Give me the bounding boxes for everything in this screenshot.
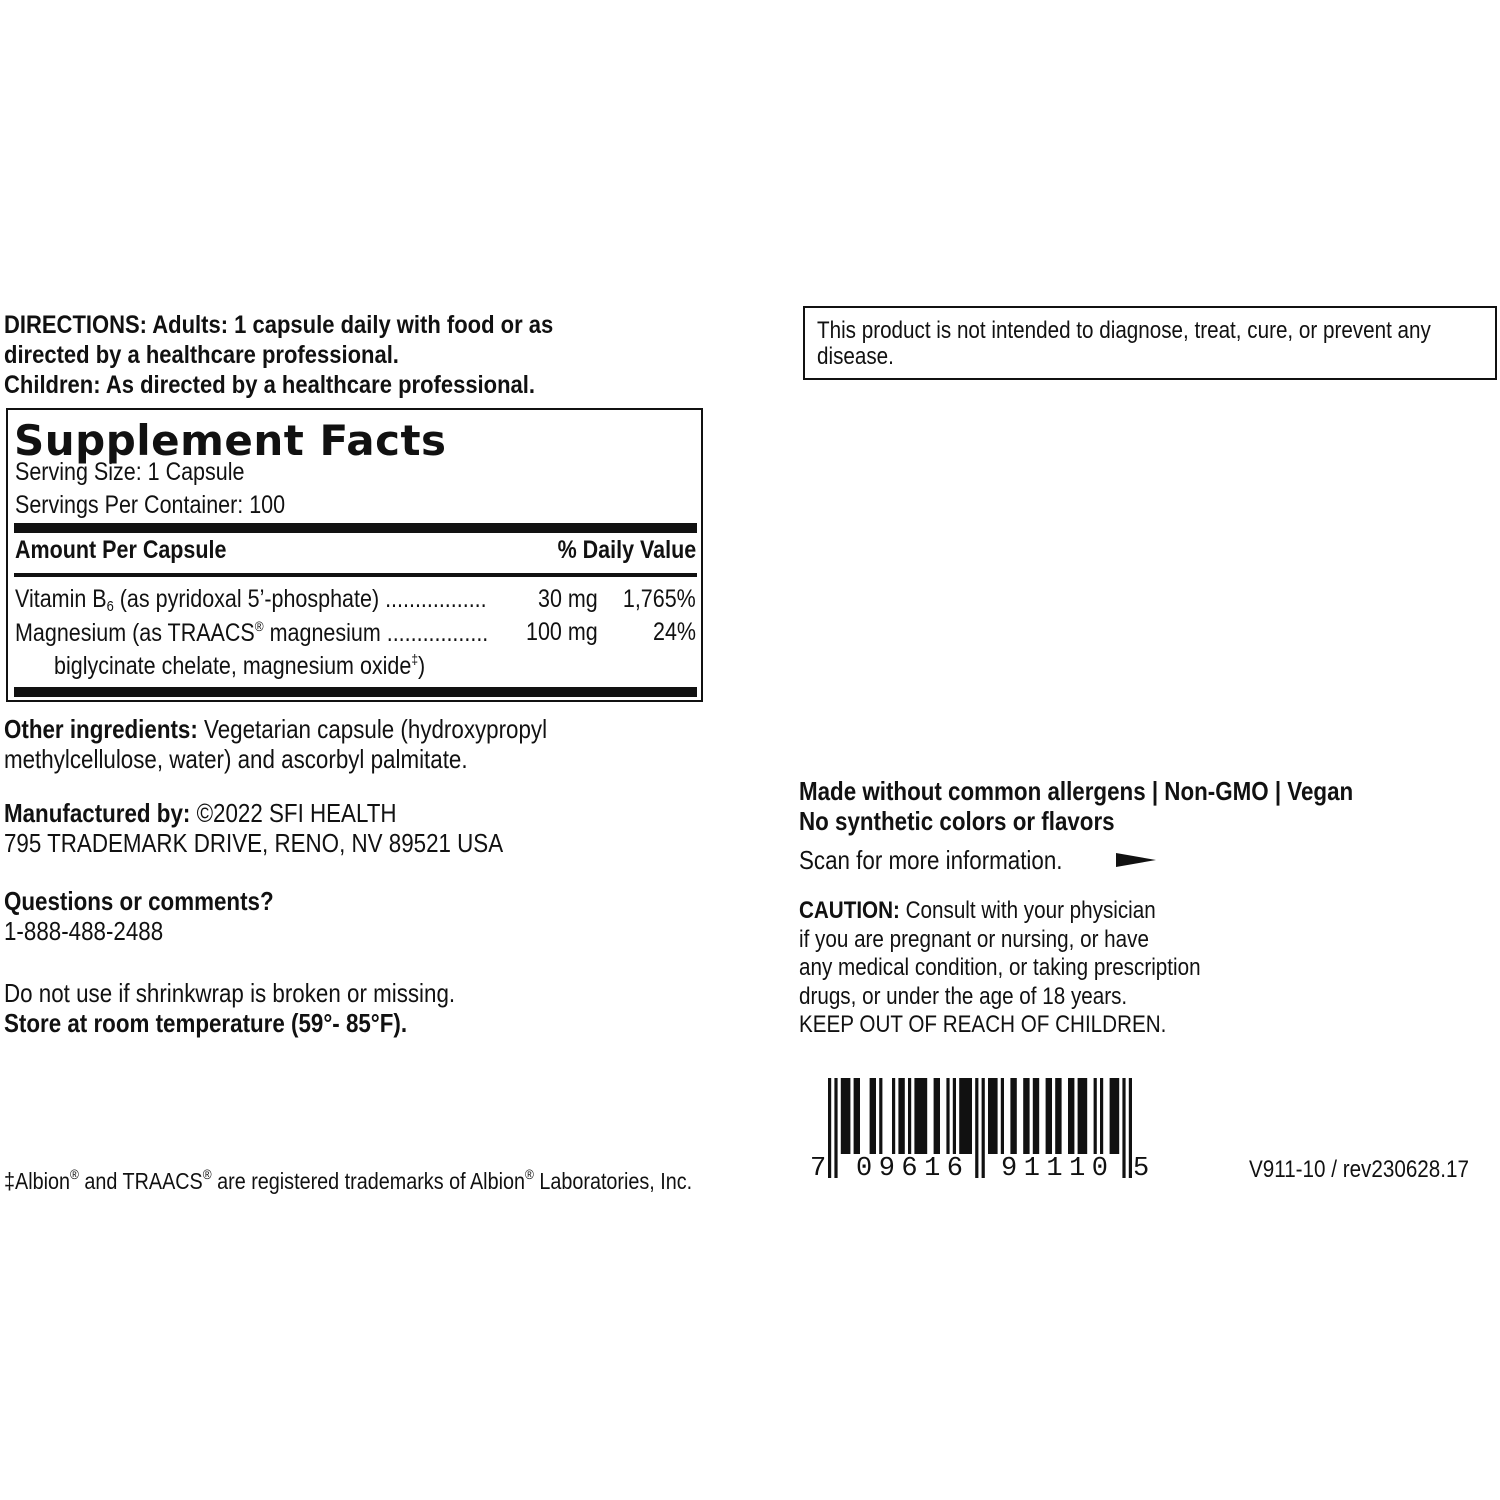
fda-disclaimer-box [803,306,1497,380]
directions [4,310,764,400]
nutrient-name-continuation: biglycinate chelate, magnesium oxide‡) [54,651,426,680]
thick-divider [14,687,697,697]
barcode-right-group: 91110 [1001,1154,1115,1184]
right-pointer-icon [1116,853,1156,867]
nutrient-amount: 30 mg [538,585,598,613]
other-ingredients-text: methylcellulose, water) and ascorbyl palmitate. [4,744,468,774]
barcode-bar [892,1078,895,1154]
other-ingredients [4,714,764,774]
barcode-bar [1068,1078,1074,1154]
supplement-facts-title: Supplement Facts [14,416,447,465]
barcode-bar [1001,1078,1004,1154]
directions-line-1: DIRECTIONS: Adults: 1 capsule daily with food or as [4,311,554,339]
manufacturer-info [4,798,764,858]
daily-value-header: % Daily Value [557,536,696,564]
other-ingredients-label: Other ingredients: [4,714,198,744]
barcode-bar [946,1078,949,1154]
scan-prompt: Scan for more information. [799,845,1063,875]
phone-number: 1-888-488-2488 [4,916,164,946]
trademark-footnote: ‡Albion® and TRAACS® are registered trademarks of Albion® Laboratories, Inc. [4,1166,693,1194]
barcode-bar [1033,1078,1039,1154]
nutrient-name: Magnesium (as TRAACS® magnesium ................. [15,618,489,647]
servings-per-container: Servings Per Container: 100 [15,491,286,519]
directions-line-3: Children: As directed by a healthcare professional. [4,371,535,399]
other-ingredients-text: Vegetarian capsule (hydroxypropyl [197,714,548,744]
barcode-bar [908,1078,911,1154]
barcode-bar [1100,1078,1103,1154]
claims-line-2: No synthetic colors or flavors [799,806,1115,836]
upc-barcode [808,1078,1152,1188]
claims-line-1: Made without common allergens | Non-GMO | Vegan [799,776,1354,806]
nutrient-daily-value: 1,765% [623,585,696,613]
caution-label: CAUTION: [799,897,900,924]
barcode-bar [898,1078,904,1154]
manufacturer-label: Manufactured by: [4,798,191,828]
fda-disclaimer: This product is not intended to diagnose, treat, cure, or prevent any disease. [817,317,1431,370]
barcode-bar [1010,1078,1016,1154]
caution-warning: CAUTION: Consult with your physician if you are pregnant or nursing, or have any medical condition, or taking prescription drugs, or under the age of 18 years. KEEP OUT OF REACH OF CHILDREN. [799,897,1359,1040]
barcode-digits [808,1154,1152,1188]
barcode-check-digit: 5 [1133,1154,1150,1184]
barcode-bar [934,1078,940,1154]
barcode-bar [1023,1078,1029,1154]
amount-per-capsule-header: Amount Per Capsule [15,536,227,564]
barcode-bar [879,1078,882,1154]
storage-instruction: Store at room temperature (59°- 85°F). [4,1008,408,1038]
barcode-bar [1078,1078,1088,1154]
barcode-bar [1110,1078,1120,1154]
nutrient-name: Vitamin $B_6$ (as pyridoxal 5’-phosphate) ................. [15,585,487,615]
storage-info [4,978,764,1038]
barcode-bar [870,1078,876,1154]
barcode-bar [959,1078,972,1154]
manufacturer-address: 795 TRADEMARK DRIVE, RENO, NV 89521 USA [4,828,504,858]
manufacturer-name: ©2022 SFI HEALTH [190,798,397,828]
contact-info [4,886,764,946]
barcode-bar [854,1078,860,1154]
barcode-bar [841,1078,851,1154]
barcode-bar [988,1078,998,1154]
version-code: V911-10 / rev230628.17 [1249,1156,1469,1183]
shrinkwrap-warning: Do not use if shrinkwrap is broken or missing. [4,978,456,1008]
supplement-facts-panel [6,408,703,702]
nutrient-daily-value: 24% [652,618,696,646]
product-claims [799,776,1443,836]
nutrient-amount: 100 mg [526,618,598,646]
thin-divider [14,573,697,577]
barcode-bar [1055,1078,1061,1154]
barcode-bar [914,1078,927,1154]
barcode-leading-digit: 7 [810,1154,827,1184]
directions-line-2: directed by a healthcare professional. [4,341,399,369]
barcode-bar [1094,1078,1097,1154]
thick-divider [14,523,697,533]
barcode-bar [953,1078,956,1154]
serving-size: Serving Size: 1 Capsule [15,458,245,486]
keep-out-of-reach: KEEP OUT OF REACH OF CHILDREN. [799,1011,1167,1038]
barcode-left-group: 09616 [856,1154,970,1184]
contact-label: Questions or comments? [4,886,274,916]
barcode-bar [1046,1078,1052,1154]
